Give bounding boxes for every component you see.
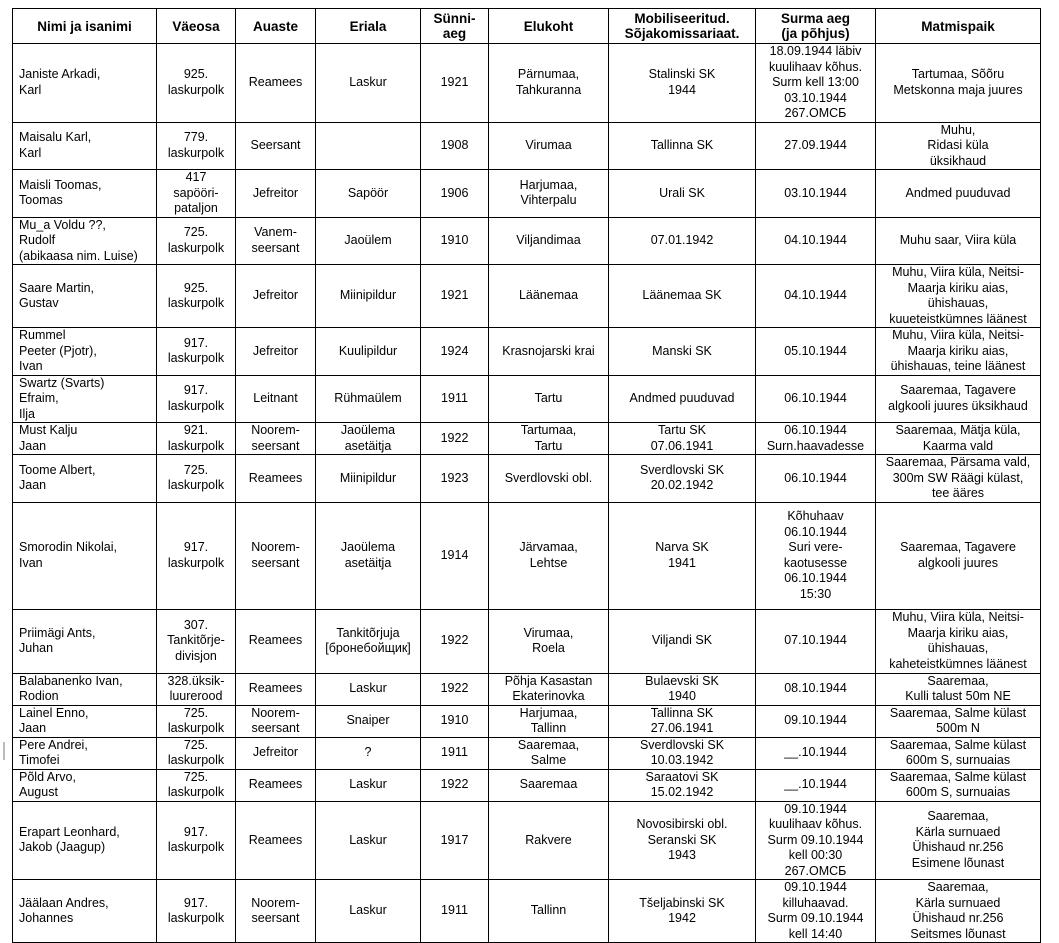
cell-burial-place: Saaremaa, Kärla surnuaed Ühishaud nr.256 Esimene lõunast bbox=[876, 801, 1041, 880]
cell-death: 06.10.1944 bbox=[756, 455, 876, 503]
cell-residence: Krasnojarski krai bbox=[489, 328, 609, 376]
cell-mobilized: Läänemaa SK bbox=[609, 265, 756, 328]
cell-death: 27.09.1944 bbox=[756, 122, 876, 170]
cell-specialty: Sapöör bbox=[316, 170, 421, 218]
cell-burial-place: Saaremaa, Tagavere algkooli juures üksikhaud bbox=[876, 375, 1041, 423]
cell-unit: 725. laskurpolk bbox=[157, 217, 236, 265]
cell-burial-place: Muhu, Viira küla, Neitsi- Maarja kiriku aias, ühishauas, teine läänest bbox=[876, 328, 1041, 376]
cell-birth-year: 1921 bbox=[421, 44, 489, 123]
cell-rank: Reamees bbox=[236, 673, 316, 705]
cell-mobilized: Manski SK bbox=[609, 328, 756, 376]
cell-rank: Leitnant bbox=[236, 375, 316, 423]
table-row bbox=[13, 217, 1041, 265]
cell-death: 05.10.1944 bbox=[756, 328, 876, 376]
cell-name: Smorodin Nikolai, Ivan bbox=[13, 502, 157, 609]
table-row bbox=[13, 769, 1041, 801]
cell-rank: Noorem- seersant bbox=[236, 502, 316, 609]
cell-burial-place: Muhu, Ridasi küla üksikhaud bbox=[876, 122, 1041, 170]
cell-rank: Noorem- seersant bbox=[236, 705, 316, 737]
cell-birth-year: 1911 bbox=[421, 737, 489, 769]
cell-mobilized: Tallinna SK bbox=[609, 122, 756, 170]
table-row bbox=[13, 455, 1041, 503]
table-row bbox=[13, 265, 1041, 328]
cell-burial-place: Saaremaa, Salme külast 500m N bbox=[876, 705, 1041, 737]
table-row bbox=[13, 423, 1041, 455]
cell-unit: 917. laskurpolk bbox=[157, 502, 236, 609]
cell-specialty: Miinipildur bbox=[316, 265, 421, 328]
cell-residence: Harjumaa, Vihterpalu bbox=[489, 170, 609, 218]
table-row bbox=[13, 609, 1041, 673]
cell-rank: Reamees bbox=[236, 455, 316, 503]
cell-unit: 725. laskurpolk bbox=[157, 737, 236, 769]
cell-burial-place: Saaremaa, Salme külast 600m S, surnuaias bbox=[876, 769, 1041, 801]
cell-death: 09.10.1944 bbox=[756, 705, 876, 737]
cell-burial-place: Saaremaa, Kulli talust 50m NE bbox=[876, 673, 1041, 705]
cell-residence: Pärnumaa, Tahkuranna bbox=[489, 44, 609, 123]
cell-birth-year: 1906 bbox=[421, 170, 489, 218]
header-specialty: Eriala bbox=[316, 9, 421, 44]
cell-death: Kõhuhaav 06.10.1944 Suri vere- kaotusesse 06.10.1944 15:30 bbox=[756, 502, 876, 609]
table-row bbox=[13, 44, 1041, 123]
cell-death: 09.10.1944 killuhaavad. Surm 09.10.1944 kell 14:40 bbox=[756, 880, 876, 943]
cell-birth-year: 1922 bbox=[421, 423, 489, 455]
table-body bbox=[13, 44, 1041, 943]
cell-name: Must Kalju Jaan bbox=[13, 423, 157, 455]
cell-burial-place: Muhu saar, Viira küla bbox=[876, 217, 1041, 265]
cell-rank: Noorem- seersant bbox=[236, 423, 316, 455]
cell-name: Balabanenko Ivan, Rodion bbox=[13, 673, 157, 705]
cell-burial-place: Saaremaa, Salme külast 600m S, surnuaias bbox=[876, 737, 1041, 769]
table-row bbox=[13, 801, 1041, 880]
cell-name: Jäälaan Andres, Johannes bbox=[13, 880, 157, 943]
cell-name: Pere Andrei, Timofei bbox=[13, 737, 157, 769]
cell-mobilized: Viljandi SK bbox=[609, 609, 756, 673]
cell-death: 04.10.1944 bbox=[756, 265, 876, 328]
table-row bbox=[13, 705, 1041, 737]
cell-unit: 779. laskurpolk bbox=[157, 122, 236, 170]
cell-rank: Vanem- seersant bbox=[236, 217, 316, 265]
cell-unit: 328.üksik- luurerood bbox=[157, 673, 236, 705]
cell-mobilized: Novosibirski obl. Seranski SK 1943 bbox=[609, 801, 756, 880]
cell-name: Swartz (Svarts) Efraim, Ilja bbox=[13, 375, 157, 423]
cell-burial-place: Saaremaa, Kärla surnuaed Ühishaud nr.256 Seitsmes lõunast bbox=[876, 880, 1041, 943]
cell-birth-year: 1922 bbox=[421, 673, 489, 705]
cell-death: 18.09.1944 läbiv kuulihaav kõhus. Surm kell 13:00 03.10.1944 267.ОМСБ bbox=[756, 44, 876, 123]
cell-specialty: Laskur bbox=[316, 44, 421, 123]
cell-birth-year: 1924 bbox=[421, 328, 489, 376]
cell-birth-year: 1910 bbox=[421, 217, 489, 265]
cell-residence: Läänemaa bbox=[489, 265, 609, 328]
cell-unit: 921. laskurpolk bbox=[157, 423, 236, 455]
cell-name: Mu_a Voldu ??, Rudolf (abikaasa nim. Luise) bbox=[13, 217, 157, 265]
cell-mobilized: Tšeljabinski SK 1942 bbox=[609, 880, 756, 943]
cell-birth-year: 1911 bbox=[421, 880, 489, 943]
header-rank: Auaste bbox=[236, 9, 316, 44]
cell-name: Priimägi Ants, Juhan bbox=[13, 609, 157, 673]
cell-specialty: Miinipildur bbox=[316, 455, 421, 503]
cell-rank: Jefreitor bbox=[236, 328, 316, 376]
cell-residence: Järvamaa, Lehtse bbox=[489, 502, 609, 609]
cell-burial-place: Andmed puuduvad bbox=[876, 170, 1041, 218]
cell-mobilized: Narva SK 1941 bbox=[609, 502, 756, 609]
cell-mobilized: Tallinna SK 27.06.1941 bbox=[609, 705, 756, 737]
cell-rank: Seersant bbox=[236, 122, 316, 170]
cell-birth-year: 1917 bbox=[421, 801, 489, 880]
cell-burial-place: Saaremaa, Pärsama vald, 300m SW Räägi külast, tee ääres bbox=[876, 455, 1041, 503]
header-residence: Elukoht bbox=[489, 9, 609, 44]
cell-mobilized: Stalinski SK 1944 bbox=[609, 44, 756, 123]
table-row bbox=[13, 375, 1041, 423]
cell-rank: Jefreitor bbox=[236, 265, 316, 328]
cell-death: 03.10.1944 bbox=[756, 170, 876, 218]
cell-unit: 725. laskurpolk bbox=[157, 769, 236, 801]
cell-name: Maisli Toomas, Toomas bbox=[13, 170, 157, 218]
cell-mobilized: Sverdlovski SK 10.03.1942 bbox=[609, 737, 756, 769]
cell-rank: Reamees bbox=[236, 801, 316, 880]
cell-death: __.10.1944 bbox=[756, 769, 876, 801]
cell-mobilized: Tartu SK 07.06.1941 bbox=[609, 423, 756, 455]
header-birth-year: Sünni- aeg bbox=[421, 9, 489, 44]
cell-name: Toome Albert, Jaan bbox=[13, 455, 157, 503]
cell-mobilized: Andmed puuduvad bbox=[609, 375, 756, 423]
cell-death: __.10.1944 bbox=[756, 737, 876, 769]
table-row bbox=[13, 737, 1041, 769]
cell-unit: 917. laskurpolk bbox=[157, 328, 236, 376]
cell-specialty: Jaoülema asetäitja bbox=[316, 423, 421, 455]
header-mobilized: Mobiliseeritud. Sõjakomissariaat. bbox=[609, 9, 756, 44]
table-row bbox=[13, 170, 1041, 218]
cell-name: Lainel Enno, Jaan bbox=[13, 705, 157, 737]
header-burial-place: Matmispaik bbox=[876, 9, 1041, 44]
cell-specialty bbox=[316, 122, 421, 170]
cell-death: 09.10.1944 kuulihaav kõhus. Surm 09.10.1944 kell 00:30 267.ОМСБ bbox=[756, 801, 876, 880]
cell-birth-year: 1922 bbox=[421, 609, 489, 673]
cell-specialty: Laskur bbox=[316, 801, 421, 880]
cell-rank: Reamees bbox=[236, 609, 316, 673]
cell-birth-year: 1911 bbox=[421, 375, 489, 423]
cell-rank: Jefreitor bbox=[236, 737, 316, 769]
table-row bbox=[13, 673, 1041, 705]
cell-residence: Rakvere bbox=[489, 801, 609, 880]
cell-burial-place: Saaremaa, Tagavere algkooli juures bbox=[876, 502, 1041, 609]
cell-name: Janiste Arkadi, Karl bbox=[13, 44, 157, 123]
cell-birth-year: 1910 bbox=[421, 705, 489, 737]
cell-burial-place: Tartumaa, Sõõru Metskonna maja juures bbox=[876, 44, 1041, 123]
cell-specialty: Laskur bbox=[316, 880, 421, 943]
cell-mobilized: Saraatovi SK 15.02.1942 bbox=[609, 769, 756, 801]
cell-birth-year: 1914 bbox=[421, 502, 489, 609]
cell-burial-place: Muhu, Viira küla, Neitsi- Maarja kiriku aias, ühishauas, kuueteistkümnes läänest bbox=[876, 265, 1041, 328]
cell-specialty: Laskur bbox=[316, 673, 421, 705]
cell-rank: Noorem- seersant bbox=[236, 880, 316, 943]
cell-rank: Reamees bbox=[236, 44, 316, 123]
cell-birth-year: 1921 bbox=[421, 265, 489, 328]
cell-residence: Tartu bbox=[489, 375, 609, 423]
cell-unit: 917. laskurpolk bbox=[157, 375, 236, 423]
cell-mobilized: Sverdlovski SK 20.02.1942 bbox=[609, 455, 756, 503]
cell-birth-year: 1908 bbox=[421, 122, 489, 170]
cell-unit: 917. laskurpolk bbox=[157, 880, 236, 943]
cell-specialty: Tankitõrjuja [бронебойщик] bbox=[316, 609, 421, 673]
cell-death: 06.10.1944 bbox=[756, 375, 876, 423]
cell-unit: 417 sapööri- pataljon bbox=[157, 170, 236, 218]
cell-name: Rummel Peeter (Pjotr), Ivan bbox=[13, 328, 157, 376]
cell-residence: Viljandimaa bbox=[489, 217, 609, 265]
cell-death: 06.10.1944 Surn.haavadesse bbox=[756, 423, 876, 455]
header-unit: Väeosa bbox=[157, 9, 236, 44]
cell-unit: 917. laskurpolk bbox=[157, 801, 236, 880]
cell-specialty: Jaoülema asetäitja bbox=[316, 502, 421, 609]
cell-name: Põld Arvo, August bbox=[13, 769, 157, 801]
cell-residence: Virumaa bbox=[489, 122, 609, 170]
cell-rank: Jefreitor bbox=[236, 170, 316, 218]
cell-birth-year: 1923 bbox=[421, 455, 489, 503]
table-header bbox=[13, 9, 1041, 44]
cell-residence: Põhja Kasastan Ekaterinovka bbox=[489, 673, 609, 705]
burial-records-table bbox=[12, 8, 1041, 943]
cell-rank: Reamees bbox=[236, 769, 316, 801]
cell-residence: Sverdlovski obl. bbox=[489, 455, 609, 503]
cell-specialty: Laskur bbox=[316, 769, 421, 801]
cell-birth-year: 1922 bbox=[421, 769, 489, 801]
table-row bbox=[13, 328, 1041, 376]
cell-specialty: ? bbox=[316, 737, 421, 769]
cell-residence: Harjumaa, Tallinn bbox=[489, 705, 609, 737]
cell-name: Saare Martin, Gustav bbox=[13, 265, 157, 328]
cell-name: Maisalu Karl, Karl bbox=[13, 122, 157, 170]
cell-residence: Tartumaa, Tartu bbox=[489, 423, 609, 455]
table-row bbox=[13, 122, 1041, 170]
cell-residence: Virumaa, Roela bbox=[489, 609, 609, 673]
cell-mobilized: Bulaevski SK 1940 bbox=[609, 673, 756, 705]
header-death: Surma aeg (ja põhjus) bbox=[756, 9, 876, 44]
cell-residence: Tallinn bbox=[489, 880, 609, 943]
cell-specialty: Jaoülem bbox=[316, 217, 421, 265]
cell-mobilized: Urali SK bbox=[609, 170, 756, 218]
cell-unit: 925. laskurpolk bbox=[157, 44, 236, 123]
cell-burial-place: Muhu, Viira küla, Neitsi- Maarja kiriku aias, ühishauas, kaheteistkümnes läänest bbox=[876, 609, 1041, 673]
cell-unit: 307. Tankitõrje- divisjon bbox=[157, 609, 236, 673]
cell-specialty: Rühmaülem bbox=[316, 375, 421, 423]
cell-residence: Saaremaa, Salme bbox=[489, 737, 609, 769]
cell-burial-place: Saaremaa, Mätja küla, Kaarma vald bbox=[876, 423, 1041, 455]
cell-death: 08.10.1944 bbox=[756, 673, 876, 705]
cell-name: Erapart Leonhard, Jakob (Jaagup) bbox=[13, 801, 157, 880]
cell-death: 04.10.1944 bbox=[756, 217, 876, 265]
cell-unit: 725. laskurpolk bbox=[157, 705, 236, 737]
cell-mobilized: 07.01.1942 bbox=[609, 217, 756, 265]
cell-residence: Saaremaa bbox=[489, 769, 609, 801]
cell-unit: 725. laskurpolk bbox=[157, 455, 236, 503]
cell-specialty: Snaiper bbox=[316, 705, 421, 737]
cell-unit: 925. laskurpolk bbox=[157, 265, 236, 328]
table-row bbox=[13, 880, 1041, 943]
cell-death: 07.10.1944 bbox=[756, 609, 876, 673]
page-edge-marks bbox=[3, 742, 5, 760]
header-row bbox=[13, 9, 1041, 44]
header-name: Nimi ja isanimi bbox=[13, 9, 157, 44]
cell-specialty: Kuulipildur bbox=[316, 328, 421, 376]
table-row bbox=[13, 502, 1041, 609]
